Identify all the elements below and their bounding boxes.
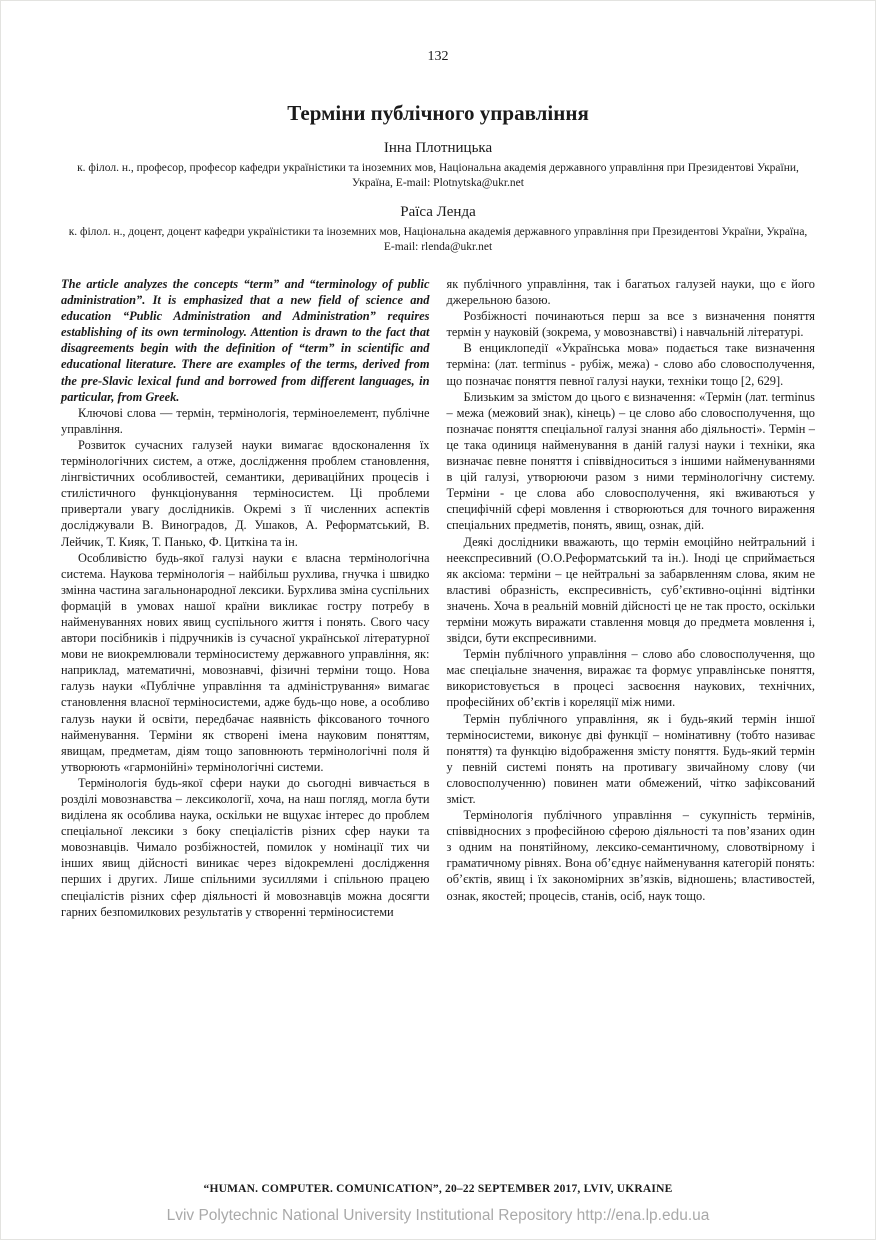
paragraph: Термінологія публічного управління – сукупність термінів, співвідносних з професійною сферою діяльності та пов’язаних один з одним на понятійному, лексико-семантичному, словотвірному і граматичному рівнях. Вона об’єднує найменування категорій понять: об’єктів, явищ і їх закономірних зв’язків, відношень; властивостей, ознак, якостей; процесів, станів, осіб, наук тощо. [446, 808, 815, 903]
paragraph: В енциклопедії «Українська мова» подається таке визначення терміна: (лат. terminus - рубіж, межа) - слово або словосполучення, що позначає поняття певної галузі науки, техніки тощо [2, 629]. [446, 341, 815, 388]
footer-conference-line: “HUMAN. COMPUTER. COMUNICATION”, 20–22 SEPTEMBER 2017, LVIV, UKRAINE [203, 1183, 673, 1195]
body-columns [1, 276, 875, 920]
paragraph: Деякі дослідники вважають, що термін емоційно нейтральний і неекспресивний (О.О.Реформатський та ін.). Іноді це сприймається як аксіома: терміни – це нейтральні за забарвленням слова, яким не властиві образність, експресивність, суб’єктивно-оцінні відтінки значень. Хоча в реальній мовній дійсності це не так просто, оскільки терміни можуть виражати ставлення мовця до предмета мовлення і, звідси, бути експресивними. [446, 534, 815, 646]
author-name-1: Інна Плотницька [383, 140, 493, 156]
paragraph: Розбіжності починаються перш за все з визначення поняття термін у науковій (зокрема, у мовознавстві) і навчальній літературі. [446, 309, 815, 340]
paragraph: Термін публічного управління, як і будь-який термін іншої терміносистеми, виконує дві функції – номінативну (тобто називає поняття) та функцію відображення змісту поняття. Будь-який термін у певній системі понять на противагу звичайному слову (чи словосполученню) повинен мати обмежений, чітко зафіксований зміст. [446, 711, 815, 806]
paper-title: Терміни публічного управління [287, 101, 589, 125]
column-right [447, 276, 816, 920]
paragraph: як публічного управління, так і багатьох галузей науки, що є його джерельною базою. [446, 277, 815, 308]
paragraph: Термін публічного управління – слово або словосполучення, що має спеціальне значення, виражає та формує управлінське поняття, використовується в процесі засвоєння наукових, технічних, професійних об’єктів і кореляції між ними. [446, 647, 815, 710]
paragraph: Особливістю будь-якої галузі науки є власна термінологічна система. Наукова термінологія – найбільш рухлива, гнучка і швидко змінна частина загальнонародної лексики. Бурхлива зміна суспільних формацій в умовах нашої країни викликає гостру потребу в найменуваннях нових явищ суспільного життя і понять. Свого часу автори посібників і підручників із сучасної української літературної мови не виокремлювали терміносистему державного управління, як: наприклад, математичні, мовознавчі, фізичні терміни тощо. Нова галузь науки «Публічне управління та адміністрування» вимагає становлення власної терміносистеми, адже будь-що нове, а особливо галузь науки й освіти, передбачає наявність фіксованого точного найменування. Терміни як створені імена науковим поняттям, явищам, предметам, діям тощо заповнюють термінологічні поля й утворюють «гармонійні» термінологічні системи. [61, 550, 430, 774]
keywords: Ключові слова — термін, термінологія, терміноелемент, публічне управління. [61, 405, 430, 436]
paragraph: Розвиток сучасних галузей науки вимагає вдосконалення їх термінологічних систем, а отже, дослідження проблем становлення, лінгвістичних особливостей, семантики, дериваційних процесів і стилістичного функціонування терміносистем. Ці проблеми привертали увагу дослідників. Окремі з її численних аспектів досліджували В. Виноградов, Д. Ушаков, А. Реформатський, В. Лейчик, Т. Кияк, Т. Панько, Ф. Циткіна та ін. [61, 437, 430, 549]
author-affiliation-2: к. філол. н., доцент, доцент кафедри україністики та іноземних мов, Національна академія державного управління при Президентові України, Україна, E-mail: rlenda@ukr.net [68, 226, 808, 253]
page-number: 132 [427, 49, 449, 64]
column-left [61, 276, 430, 920]
footer-repository-line: Lviv Polytechnic National University Institutional Repository http://ena.lp.edu.ua [166, 1207, 710, 1224]
abstract: The article analyzes the concepts “term” and “terminology of public administration”. It is emphasized that a new field of science and education “Public Administration and Administration” requires establishing of its own terminology. Attention is drawn to the fact that disagreements begin with the definition of “term” in scientific and educational literature. There are examples of the terms, derived from the pre-Slavic lexical fund and borrowed from different languages, in particular, from Greek. [61, 277, 430, 404]
author-affiliation-1: к. філол. н., професор, професор кафедри україністики та іноземних мов, Національна академія державного управління при Президентові України, Україна, E-mail: Plotnytska@ukr.net [77, 162, 799, 189]
paragraph: Термінологія будь-якої сфери науки до сьогодні вивчається в розділі мовознавства – лексикології, хоча, на наш погляд, могла бути виділена як особлива наука, оскільки не вщухає інтерес до проблем спеціальної лексики з боку спеціалістів різних сфер науки та мовознавців. Чимало розбіжностей, помилок у номінації тих чи інших явищ дійсності виникає через відокремлені дослідження перших і других. Лише спільними зусиллями і спільною працею спеціалістів різних сфер діяльності й мовознавців можна досягти гарних безпомилкових результатів у створенні терміносистеми [61, 775, 430, 919]
paragraph: Близьким за змістом до цього є визначення: «Термін (лат. terminus – межа (межовий знак), кінець) – це слово або словосполучення, що позначає поняття спеціальної галузі знання або діяльності». Термін – це така одиниця найменування в даній галузі науки і техніки, яка визначає певне поняття і співвідноситься з іншими найменуваннями в цій галузі, утворюючи разом з ними термінологічну систему. Терміни - це слова або словосполучення, які вживаються у специфічній сфері мовлення і створюються для точного вираження спеціальних предметів, понять, явищ, ознак, дій. [446, 389, 815, 533]
author-name-2: Раїса Ленда [400, 204, 476, 220]
left-paragraphs [61, 437, 430, 920]
